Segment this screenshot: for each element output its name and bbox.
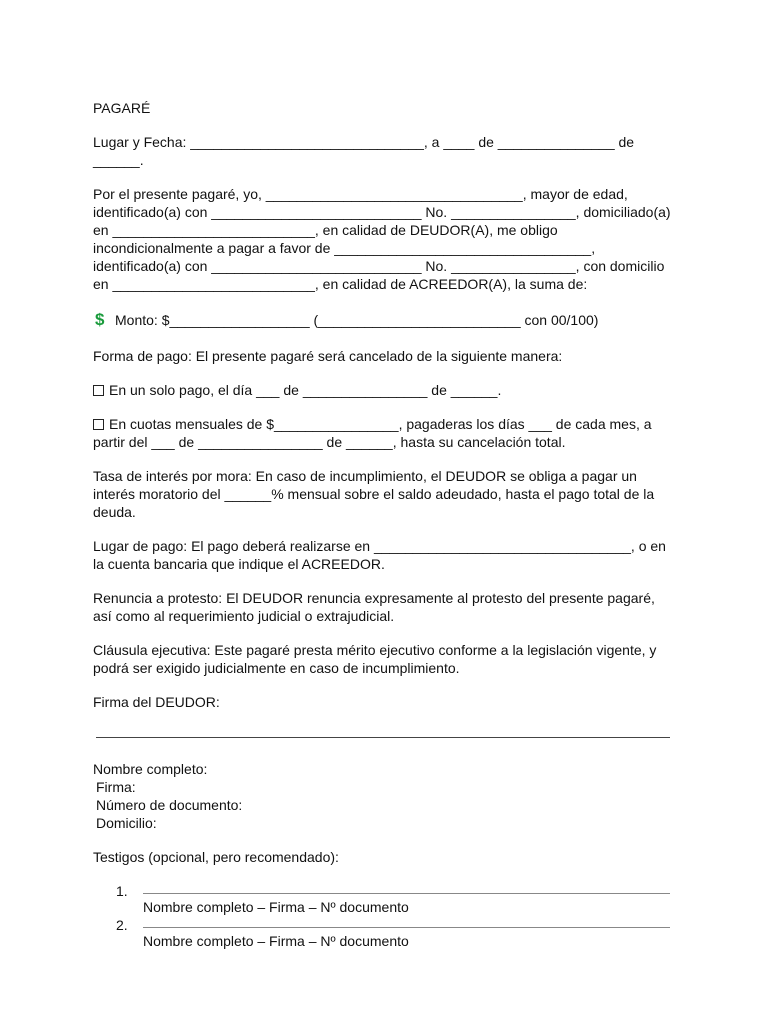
forma-pago: Forma de pago: El presente pagaré será cancelado de la siguiente manera: — [93, 348, 563, 364]
opcion-cuotas — [93, 415, 673, 451]
tasa-interes: Tasa de interés por mora: En caso de incumplimiento, el DEUDOR se obliga a pagar un interés moratorio del ______% mensual sobre el saldo adeudado, hasta el pago total de la deuda. — [93, 468, 659, 520]
monto-text: Monto: $__________________ (__________________________ con 00/100) — [115, 312, 599, 328]
domicilio-label: Domicilio: — [96, 815, 157, 831]
lugar-pago: Lugar de pago: El pago deberá realizarse en _________________________________, o en la cuenta bancaria que indique el ACREEDOR. — [93, 538, 670, 572]
document-page — [93, 99, 673, 951]
witness-caption: Nombre completo – Firma – Nº documento — [143, 933, 409, 949]
firma-label: Firma: — [96, 779, 136, 795]
opcion-cuotas-label: En cuotas mensuales de $________________, pagaderas los días ___ de cada mes, a partir del ___ de ________________ de ______, hasta su cancelación total. — [93, 416, 656, 450]
clausula-ejecutiva: Cláusula ejecutiva: Este pagaré presta mérito ejecutivo conforme a la legislación vigente, y podrá ser exigido judicialmente en caso de incumplimiento. — [93, 642, 661, 676]
witness-number: 2. — [116, 917, 128, 933]
numero-documento-label: Número de documento: — [96, 797, 243, 813]
renuncia-protesto: Renuncia a protesto: El DEUDOR renuncia expresamente al protesto del presente pagaré, así como al requerimiento judicial o extrajudicial. — [93, 590, 659, 624]
deudor-fields — [93, 760, 673, 832]
dollar-icon: $ — [95, 310, 105, 329]
monto-row — [93, 309, 673, 331]
checkbox-icon[interactable] — [93, 385, 104, 396]
testigos-title: Testigos (opcional, pero recomendado): — [93, 849, 339, 865]
firma-deudor-label: Firma del DEUDOR: — [93, 694, 220, 710]
witness-item — [93, 883, 673, 917]
opcion-pago-unico — [93, 381, 673, 399]
witness-number: 1. — [116, 883, 128, 899]
signature-line — [96, 737, 670, 738]
witness-item — [93, 917, 673, 951]
intro-paragraph: Por el presente pagaré, yo, _________________________________, mayor de edad, identificado(a) con ___________________________ No. ________________, domiciliado(a) en __________________________, en calidad de DEUDOR(A), me obligo incondicionalmente a pagar a favor de _________________________________, identificado(a) con ___________________________ No. ________________, con domicilio en __________________________, en calidad de ACREEDOR(A), la suma de: — [93, 186, 675, 292]
witness-signature-line — [143, 927, 670, 928]
opcion-pago-unico-label: En un solo pago, el día ___ de ________________ de ______. — [109, 382, 502, 398]
document-title: PAGARÉ — [93, 100, 151, 116]
lugar-fecha: Lugar y Fecha: ______________________________, a ____ de _______________ de ______. — [93, 134, 638, 168]
nombre-completo-label: Nombre completo: — [93, 761, 208, 777]
witness-caption: Nombre completo – Firma – Nº documento — [143, 899, 409, 915]
witness-signature-line — [143, 893, 670, 894]
checkbox-icon[interactable] — [93, 419, 104, 430]
